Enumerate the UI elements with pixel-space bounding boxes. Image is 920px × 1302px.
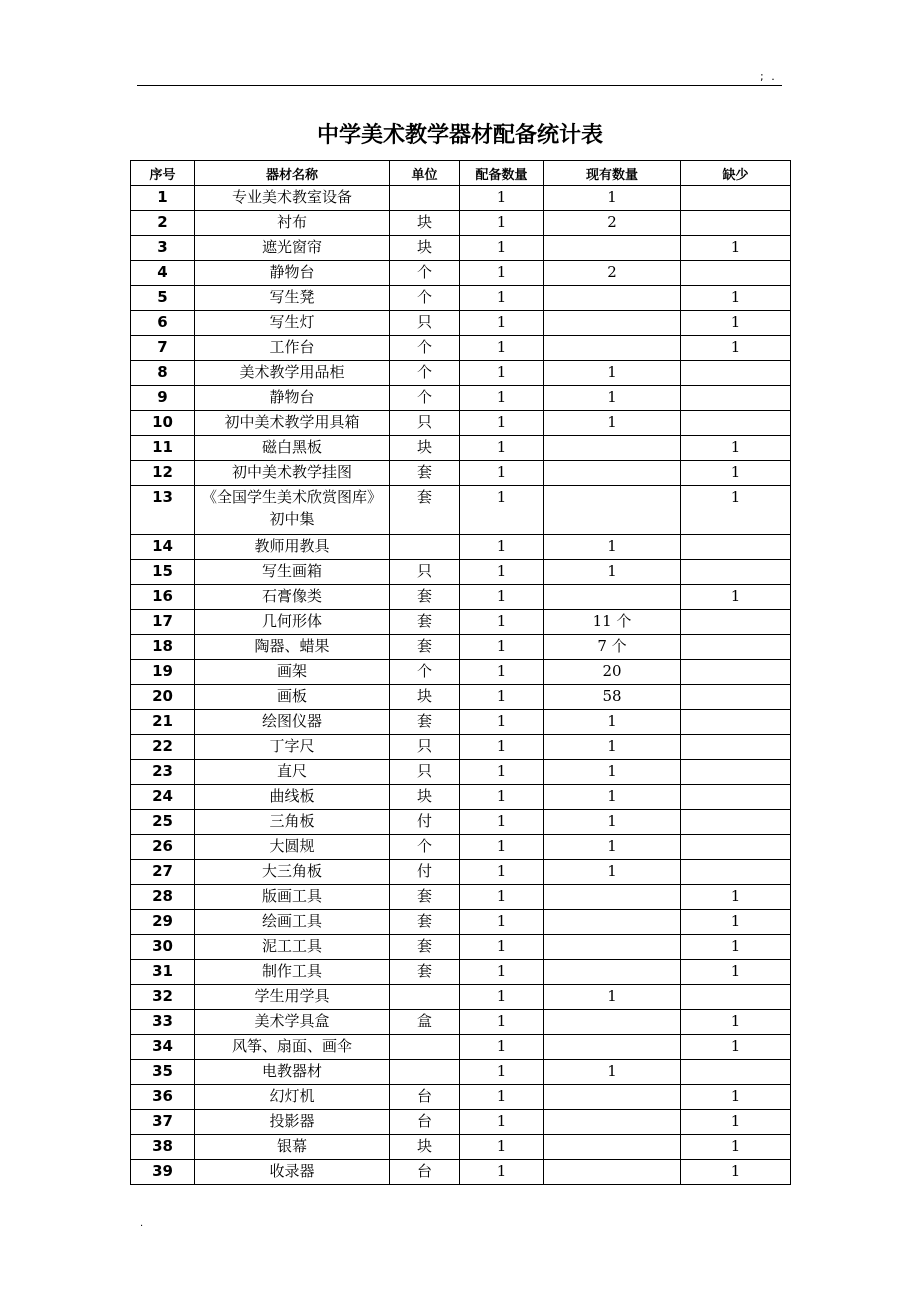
cell-unit: 套 xyxy=(390,710,460,735)
table-row xyxy=(131,1035,791,1060)
cell-have: 2 xyxy=(544,211,681,236)
cell-have xyxy=(544,1085,681,1110)
header-rule xyxy=(137,85,782,86)
cell-no: 3 xyxy=(131,236,195,261)
cell-alloc: 1 xyxy=(460,885,544,910)
cell-no: 37 xyxy=(131,1110,195,1135)
cell-alloc: 1 xyxy=(460,1010,544,1035)
cell-no: 30 xyxy=(131,935,195,960)
cell-name: 学生用学具 xyxy=(195,985,390,1010)
table-row xyxy=(131,885,791,910)
cell-have: 1 xyxy=(544,760,681,785)
cell-unit: 只 xyxy=(390,760,460,785)
cell-name: 制作工具 xyxy=(195,960,390,985)
cell-name: 画板 xyxy=(195,685,390,710)
footer-mark: . xyxy=(140,1218,144,1229)
table-row xyxy=(131,585,791,610)
cell-have: 1 xyxy=(544,860,681,885)
col-header-have: 现有数量 xyxy=(544,161,681,186)
cell-unit xyxy=(390,535,460,560)
table-row xyxy=(131,211,791,236)
table-row xyxy=(131,1135,791,1160)
table-row xyxy=(131,336,791,361)
cell-short xyxy=(681,1060,791,1085)
table-row xyxy=(131,1010,791,1035)
cell-have: 1 xyxy=(544,735,681,760)
cell-short: 1 xyxy=(681,336,791,361)
cell-short: 1 xyxy=(681,436,791,461)
cell-have xyxy=(544,1160,681,1185)
table-row xyxy=(131,685,791,710)
cell-have: 1 xyxy=(544,710,681,735)
cell-no: 18 xyxy=(131,635,195,660)
cell-alloc: 1 xyxy=(460,910,544,935)
cell-have xyxy=(544,461,681,486)
cell-no: 34 xyxy=(131,1035,195,1060)
col-header-alloc: 配备数量 xyxy=(460,161,544,186)
cell-name: 画架 xyxy=(195,660,390,685)
table-row xyxy=(131,286,791,311)
cell-short: 1 xyxy=(681,286,791,311)
table-row xyxy=(131,361,791,386)
table-row xyxy=(131,610,791,635)
cell-have xyxy=(544,910,681,935)
table-row xyxy=(131,935,791,960)
cell-name: 写生画箱 xyxy=(195,560,390,585)
cell-name: 石膏像类 xyxy=(195,585,390,610)
table-row xyxy=(131,1085,791,1110)
cell-name: 电教器材 xyxy=(195,1060,390,1085)
cell-name: 泥工工具 xyxy=(195,935,390,960)
cell-unit: 付 xyxy=(390,810,460,835)
table-header-row xyxy=(131,161,791,186)
cell-short: 1 xyxy=(681,461,791,486)
cell-no: 13 xyxy=(131,486,195,535)
cell-no: 9 xyxy=(131,386,195,411)
cell-alloc: 1 xyxy=(460,386,544,411)
cell-alloc: 1 xyxy=(460,535,544,560)
cell-short xyxy=(681,785,791,810)
cell-alloc: 1 xyxy=(460,810,544,835)
cell-no: 6 xyxy=(131,311,195,336)
cell-unit: 盒 xyxy=(390,1010,460,1035)
cell-alloc: 1 xyxy=(460,685,544,710)
cell-alloc: 1 xyxy=(460,236,544,261)
cell-no: 17 xyxy=(131,610,195,635)
cell-have: 1 xyxy=(544,835,681,860)
cell-have: 1 xyxy=(544,186,681,211)
cell-have xyxy=(544,311,681,336)
table-row xyxy=(131,985,791,1010)
cell-no: 5 xyxy=(131,286,195,311)
cell-name: 丁字尺 xyxy=(195,735,390,760)
cell-have: 1 xyxy=(544,535,681,560)
cell-alloc: 1 xyxy=(460,1060,544,1085)
table-row xyxy=(131,486,791,535)
cell-name: 风筝、扇面、画伞 xyxy=(195,1035,390,1060)
cell-name: 大圆规 xyxy=(195,835,390,860)
cell-name: 初中美术教学用具箱 xyxy=(195,411,390,436)
cell-no: 24 xyxy=(131,785,195,810)
cell-unit xyxy=(390,985,460,1010)
cell-name: 大三角板 xyxy=(195,860,390,885)
col-header-short: 缺少 xyxy=(681,161,791,186)
table-row xyxy=(131,1110,791,1135)
cell-unit: 块 xyxy=(390,785,460,810)
table-row xyxy=(131,860,791,885)
cell-short: 1 xyxy=(681,236,791,261)
cell-name: 银幕 xyxy=(195,1135,390,1160)
cell-no: 21 xyxy=(131,710,195,735)
table-row xyxy=(131,760,791,785)
col-header-name: 器材名称 xyxy=(195,161,390,186)
cell-short xyxy=(681,710,791,735)
cell-have: 58 xyxy=(544,685,681,710)
cell-no: 32 xyxy=(131,985,195,1010)
cell-no: 39 xyxy=(131,1160,195,1185)
cell-have xyxy=(544,486,681,535)
cell-name: 专业美术教室设备 xyxy=(195,186,390,211)
cell-name: 绘图仪器 xyxy=(195,710,390,735)
cell-alloc: 1 xyxy=(460,1160,544,1185)
cell-unit: 个 xyxy=(390,835,460,860)
cell-alloc: 1 xyxy=(460,211,544,236)
cell-unit: 块 xyxy=(390,1135,460,1160)
cell-name: 写生灯 xyxy=(195,311,390,336)
cell-no: 11 xyxy=(131,436,195,461)
cell-short: 1 xyxy=(681,311,791,336)
cell-have xyxy=(544,336,681,361)
cell-short xyxy=(681,261,791,286)
table-row xyxy=(131,461,791,486)
cell-name: 《全国学生美术欣赏图库》初中集 xyxy=(195,486,390,535)
table-row xyxy=(131,236,791,261)
cell-unit: 个 xyxy=(390,261,460,286)
cell-unit: 付 xyxy=(390,860,460,885)
cell-name: 收录器 xyxy=(195,1160,390,1185)
table-row xyxy=(131,910,791,935)
cell-short xyxy=(681,860,791,885)
cell-name: 曲线板 xyxy=(195,785,390,810)
cell-have xyxy=(544,286,681,311)
cell-unit: 台 xyxy=(390,1160,460,1185)
table-row xyxy=(131,386,791,411)
cell-no: 22 xyxy=(131,735,195,760)
cell-unit: 台 xyxy=(390,1110,460,1135)
table-row xyxy=(131,186,791,211)
cell-alloc: 1 xyxy=(460,261,544,286)
cell-name: 美术教学用品柜 xyxy=(195,361,390,386)
cell-short xyxy=(681,685,791,710)
cell-unit xyxy=(390,186,460,211)
cell-unit: 个 xyxy=(390,386,460,411)
cell-have xyxy=(544,1110,681,1135)
cell-short: 1 xyxy=(681,935,791,960)
cell-alloc: 1 xyxy=(460,336,544,361)
cell-no: 25 xyxy=(131,810,195,835)
cell-no: 31 xyxy=(131,960,195,985)
cell-alloc: 1 xyxy=(460,560,544,585)
table-row xyxy=(131,835,791,860)
cell-short: 1 xyxy=(681,585,791,610)
cell-alloc: 1 xyxy=(460,835,544,860)
cell-name: 衬布 xyxy=(195,211,390,236)
cell-no: 20 xyxy=(131,685,195,710)
cell-unit: 个 xyxy=(390,361,460,386)
cell-unit: 套 xyxy=(390,635,460,660)
cell-alloc: 1 xyxy=(460,1135,544,1160)
cell-unit: 个 xyxy=(390,286,460,311)
cell-no: 38 xyxy=(131,1135,195,1160)
cell-have: 7 个 xyxy=(544,635,681,660)
col-header-no: 序号 xyxy=(131,161,195,186)
cell-unit: 块 xyxy=(390,236,460,261)
cell-name: 磁白黑板 xyxy=(195,436,390,461)
cell-no: 7 xyxy=(131,336,195,361)
cell-name: 三角板 xyxy=(195,810,390,835)
header-mark: ; . xyxy=(760,70,777,83)
cell-unit: 只 xyxy=(390,560,460,585)
cell-have: 1 xyxy=(544,560,681,585)
cell-unit: 套 xyxy=(390,486,460,535)
cell-alloc: 1 xyxy=(460,785,544,810)
col-header-unit: 单位 xyxy=(390,161,460,186)
cell-have xyxy=(544,1035,681,1060)
cell-short xyxy=(681,660,791,685)
cell-short: 1 xyxy=(681,1110,791,1135)
cell-short xyxy=(681,735,791,760)
cell-name: 初中美术教学挂图 xyxy=(195,461,390,486)
table-body xyxy=(131,186,791,1185)
cell-unit: 只 xyxy=(390,311,460,336)
cell-alloc: 1 xyxy=(460,660,544,685)
cell-short xyxy=(681,760,791,785)
cell-alloc: 1 xyxy=(460,635,544,660)
table-row xyxy=(131,660,791,685)
cell-alloc: 1 xyxy=(460,985,544,1010)
cell-alloc: 1 xyxy=(460,186,544,211)
cell-no: 10 xyxy=(131,411,195,436)
cell-short xyxy=(681,211,791,236)
cell-have: 1 xyxy=(544,810,681,835)
cell-no: 23 xyxy=(131,760,195,785)
cell-have: 20 xyxy=(544,660,681,685)
cell-no: 35 xyxy=(131,1060,195,1085)
cell-name: 美术学具盒 xyxy=(195,1010,390,1035)
cell-name: 幻灯机 xyxy=(195,1085,390,1110)
cell-name: 陶器、蜡果 xyxy=(195,635,390,660)
table-row xyxy=(131,560,791,585)
cell-no: 26 xyxy=(131,835,195,860)
cell-alloc: 1 xyxy=(460,735,544,760)
cell-have xyxy=(544,960,681,985)
table-row xyxy=(131,261,791,286)
cell-have: 1 xyxy=(544,785,681,810)
equipment-table xyxy=(130,160,791,1185)
cell-alloc: 1 xyxy=(460,760,544,785)
cell-short: 1 xyxy=(681,1010,791,1035)
cell-alloc: 1 xyxy=(460,361,544,386)
cell-short xyxy=(681,186,791,211)
cell-no: 1 xyxy=(131,186,195,211)
table-row xyxy=(131,411,791,436)
table-row xyxy=(131,436,791,461)
cell-have: 1 xyxy=(544,411,681,436)
cell-have: 1 xyxy=(544,985,681,1010)
cell-no: 15 xyxy=(131,560,195,585)
cell-short xyxy=(681,810,791,835)
cell-unit: 套 xyxy=(390,885,460,910)
cell-unit: 套 xyxy=(390,960,460,985)
cell-alloc: 1 xyxy=(460,461,544,486)
cell-short: 1 xyxy=(681,1160,791,1185)
cell-alloc: 1 xyxy=(460,286,544,311)
cell-have: 1 xyxy=(544,1060,681,1085)
cell-short: 1 xyxy=(681,960,791,985)
cell-short xyxy=(681,985,791,1010)
cell-have xyxy=(544,885,681,910)
table-row xyxy=(131,710,791,735)
cell-name: 教师用教具 xyxy=(195,535,390,560)
table-row xyxy=(131,311,791,336)
cell-no: 36 xyxy=(131,1085,195,1110)
cell-short xyxy=(681,535,791,560)
cell-have: 1 xyxy=(544,386,681,411)
cell-short xyxy=(681,560,791,585)
cell-alloc: 1 xyxy=(460,610,544,635)
cell-unit: 套 xyxy=(390,585,460,610)
cell-unit: 块 xyxy=(390,685,460,710)
cell-unit: 套 xyxy=(390,461,460,486)
cell-unit: 套 xyxy=(390,610,460,635)
cell-name: 遮光窗帘 xyxy=(195,236,390,261)
cell-no: 27 xyxy=(131,860,195,885)
cell-no: 14 xyxy=(131,535,195,560)
table-row xyxy=(131,1060,791,1085)
cell-no: 28 xyxy=(131,885,195,910)
cell-short: 1 xyxy=(681,486,791,535)
cell-unit: 台 xyxy=(390,1085,460,1110)
cell-alloc: 1 xyxy=(460,960,544,985)
cell-alloc: 1 xyxy=(460,710,544,735)
cell-alloc: 1 xyxy=(460,860,544,885)
cell-short: 1 xyxy=(681,1135,791,1160)
cell-have xyxy=(544,935,681,960)
table-row xyxy=(131,960,791,985)
table-row xyxy=(131,810,791,835)
cell-alloc: 1 xyxy=(460,411,544,436)
cell-alloc: 1 xyxy=(460,1110,544,1135)
cell-have: 2 xyxy=(544,261,681,286)
cell-name: 几何形体 xyxy=(195,610,390,635)
cell-have xyxy=(544,236,681,261)
table-row xyxy=(131,635,791,660)
page-title: 中学美术教学器材配备统计表 xyxy=(316,123,603,148)
cell-short xyxy=(681,835,791,860)
cell-have xyxy=(544,436,681,461)
cell-short: 1 xyxy=(681,885,791,910)
cell-name: 直尺 xyxy=(195,760,390,785)
cell-unit: 个 xyxy=(390,336,460,361)
cell-unit: 只 xyxy=(390,735,460,760)
cell-alloc: 1 xyxy=(460,1085,544,1110)
cell-name: 工作台 xyxy=(195,336,390,361)
cell-unit xyxy=(390,1035,460,1060)
cell-have xyxy=(544,585,681,610)
cell-no: 8 xyxy=(131,361,195,386)
cell-unit: 只 xyxy=(390,411,460,436)
cell-no: 33 xyxy=(131,1010,195,1035)
cell-name: 静物台 xyxy=(195,386,390,411)
cell-short xyxy=(681,411,791,436)
cell-unit xyxy=(390,1060,460,1085)
cell-unit: 块 xyxy=(390,211,460,236)
cell-short xyxy=(681,361,791,386)
cell-name: 版画工具 xyxy=(195,885,390,910)
cell-no: 2 xyxy=(131,211,195,236)
cell-short: 1 xyxy=(681,1085,791,1110)
cell-alloc: 1 xyxy=(460,311,544,336)
cell-no: 19 xyxy=(131,660,195,685)
cell-short xyxy=(681,386,791,411)
cell-have: 1 xyxy=(544,361,681,386)
cell-alloc: 1 xyxy=(460,935,544,960)
cell-alloc: 1 xyxy=(460,436,544,461)
cell-alloc: 1 xyxy=(460,585,544,610)
cell-unit: 块 xyxy=(390,436,460,461)
cell-have: 11 个 xyxy=(544,610,681,635)
cell-no: 12 xyxy=(131,461,195,486)
table-row xyxy=(131,785,791,810)
cell-have xyxy=(544,1010,681,1035)
cell-short: 1 xyxy=(681,1035,791,1060)
cell-short xyxy=(681,610,791,635)
table-row xyxy=(131,1160,791,1185)
cell-name: 绘画工具 xyxy=(195,910,390,935)
cell-no: 4 xyxy=(131,261,195,286)
cell-alloc: 1 xyxy=(460,1035,544,1060)
table-row xyxy=(131,735,791,760)
cell-unit: 个 xyxy=(390,660,460,685)
cell-name: 投影器 xyxy=(195,1110,390,1135)
table-row xyxy=(131,535,791,560)
cell-short xyxy=(681,635,791,660)
cell-short: 1 xyxy=(681,910,791,935)
cell-no: 16 xyxy=(131,585,195,610)
cell-unit: 套 xyxy=(390,910,460,935)
cell-unit: 套 xyxy=(390,935,460,960)
cell-name: 写生凳 xyxy=(195,286,390,311)
cell-name: 静物台 xyxy=(195,261,390,286)
cell-alloc: 1 xyxy=(460,486,544,535)
cell-no: 29 xyxy=(131,910,195,935)
cell-have xyxy=(544,1135,681,1160)
